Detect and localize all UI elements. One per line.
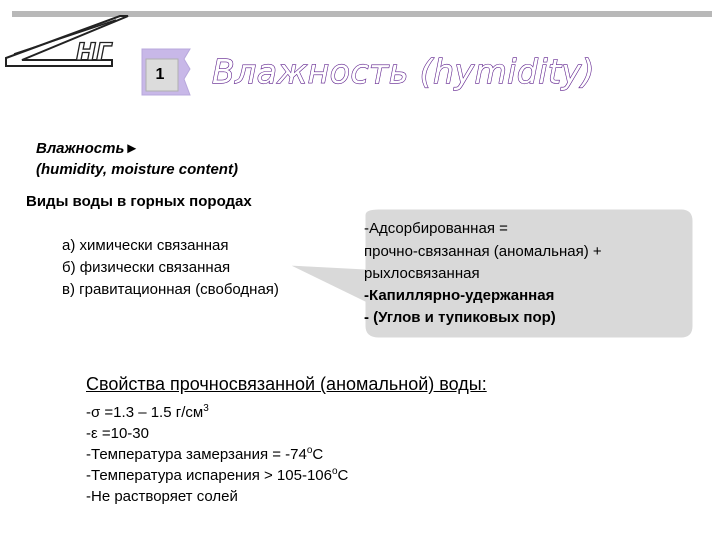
logo-text: НГ bbox=[76, 38, 112, 66]
property-density bbox=[86, 404, 209, 421]
water-type-item: в) гравитационная (свободная) bbox=[62, 281, 279, 298]
properties-heading: Свойства прочносвязанной (аномальной) воды: bbox=[86, 374, 487, 394]
property-density-sup: 3 bbox=[203, 403, 209, 414]
property-evaporation-text: -Температура испарения > 105-106 bbox=[86, 467, 332, 484]
callout-line: прочно-связанная (аномальная) + bbox=[364, 243, 602, 260]
property-evaporation bbox=[86, 467, 348, 484]
definition-english: (humidity, moisture content) bbox=[36, 161, 238, 178]
callout-line: -Адсорбированная = bbox=[364, 220, 508, 237]
property-density-text: -σ =1.3 – 1.5 г/см bbox=[86, 404, 204, 421]
section-heading: Виды воды в горных породах bbox=[26, 193, 252, 210]
property-evaporation-unit: С bbox=[337, 467, 349, 484]
property-freezing-sup: о bbox=[306, 445, 313, 456]
definition-term: Влажность► bbox=[36, 140, 140, 157]
slide-number: 1 bbox=[155, 66, 165, 83]
page-title: Влажность (hymidity) bbox=[212, 52, 595, 91]
water-type-item: а) химически связанная bbox=[62, 237, 229, 254]
callout-line: - (Углов и тупиковых пор) bbox=[364, 309, 556, 326]
logo bbox=[0, 8, 140, 68]
property-freezing-unit: С bbox=[312, 446, 324, 463]
callout-line: -Капиллярно-удержанная bbox=[364, 287, 555, 304]
property-freezing bbox=[86, 446, 323, 463]
property-permittivity: -ε =10-30 bbox=[86, 425, 149, 442]
water-type-item: б) физически связанная bbox=[62, 259, 231, 276]
property-freezing-text: -Температура замерзания = -74 bbox=[86, 446, 307, 463]
property-evaporation-sup: о bbox=[331, 466, 338, 477]
property-salts: -Не растворяет солей bbox=[86, 488, 238, 505]
callout-line: рыхлосвязанная bbox=[364, 265, 480, 282]
